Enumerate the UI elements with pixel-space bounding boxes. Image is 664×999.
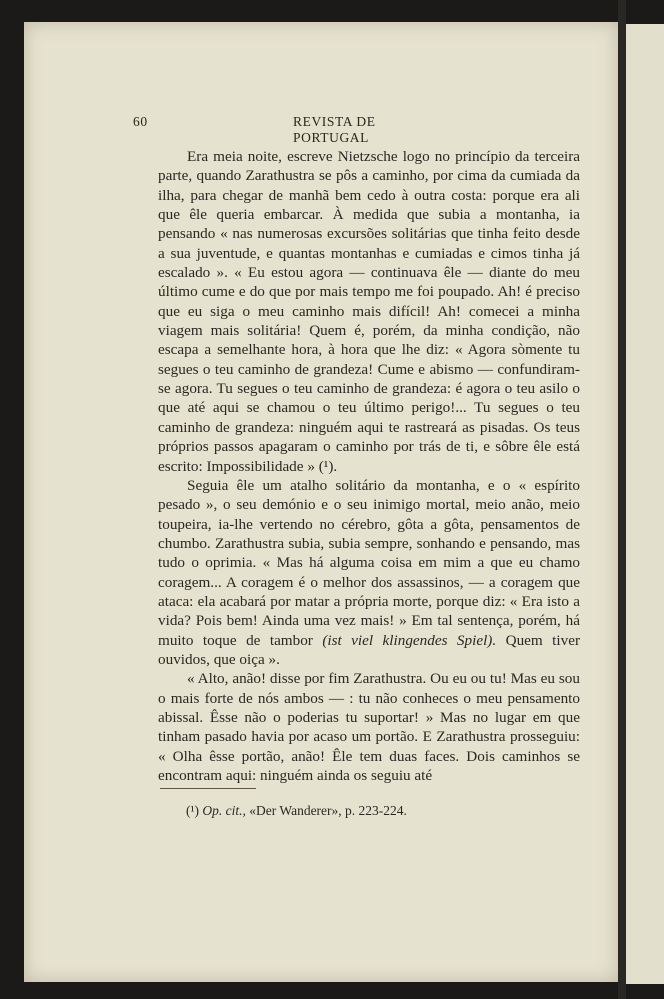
paragraph-3: « Alto, anão! disse por fim Zarathustra. Ou eu ou tu! Mas eu sou o mais forte de nós ambos — : tu não conheces o meu pensamento abissal. Êsse não o poderias tu suportar! » Mas no lugar em que tinham pasado havia por acaso um portão. E Zarathustra prosseguiu: « Olha êsse portão, anão! Êle tem duas faces. Dois caminhos se encontram aqui: ninguém ainda os seguiu até xyxy=(158,670,580,784)
footnote-source-italic: Op. cit., xyxy=(202,803,246,818)
body-text xyxy=(158,147,580,785)
paragraph-2 xyxy=(158,476,580,669)
book-gutter xyxy=(618,0,626,999)
paragraph-2-text: Seguia êle um atalho solitário da montanha, e o « espírito pesado », o seu demónio e o seu inimigo mortal, meio anão, meio toupeira, ia-lhe vertendo no cérebro, gôta a gôta, pensamentos de chumbo. Zarathustra subia, subia sempre, sonhando e pensando, mas tudo o oprimia. « Mas há alguma coisa em mim a que eu chamo coragem... A coragem é o melhor dos assassinos, — a coragem que ataca: ela acabará por matar a própria morte, porque diz: « Era isto a vida? Pois bem! Ainda uma vez mais! » Em tal sentença, porém, há muito toque de tambor xyxy=(158,476,580,649)
footnote-rule xyxy=(160,788,256,789)
running-header xyxy=(133,114,453,145)
paragraph-2-tail: Quem tiver ouvidos, que oiça ». xyxy=(158,631,581,668)
footnote-marker: (¹) xyxy=(186,803,200,818)
paragraph-1: Era meia noite, escreve Nietzsche logo no princípio da terceira parte, quando Zarathustra se pôs a caminho, por cima da cumiada da ilha, para chegar de manhã bem cedo à outra costa: porque era ali que êle queria embarcar. À medida que subia a montanha, ia pensando « nas numerosas excursões solitárias que tinha feito desde a sua juventude, e quantas montanhas e cumiadas e cimos tinha já escalado ». « Eu estou agora — continuava êle — diante do meu último cume e do que por mais tempo me foi poupado. Ah! é preciso que eu siga o meu caminho mais difícil! Ah! comecei a minha viagem mais solitária! Quem é, porém, da minha condição, não escapa a semelhante hora, à hora que lhe diz: « Agora sòmente tu segues o teu caminho de grandeza! Cume e abismo — confundiram-se agora. Tu segues o teu caminho de grandeza: é agora o teu asilo o que até aqui se chamou o teu último perigo!... Tu segues o teu caminho de grandeza: ninguém aqui te rastreará as pisadas. Os teus próprios passos apagaram o caminho por trás de ti, e sôbre êle está escrito: Impossibilidade » (¹). xyxy=(158,148,580,475)
footnote xyxy=(186,803,566,819)
page-number: 60 xyxy=(133,114,148,129)
footnote-source: «Der Wanderer», p. 223-224. xyxy=(249,803,407,818)
paragraph-2-italic: (ist viel klingendes Spiel). xyxy=(322,631,497,649)
running-title: REVISTA DE PORTUGAL xyxy=(293,114,376,145)
facing-page-edge xyxy=(626,24,664,984)
